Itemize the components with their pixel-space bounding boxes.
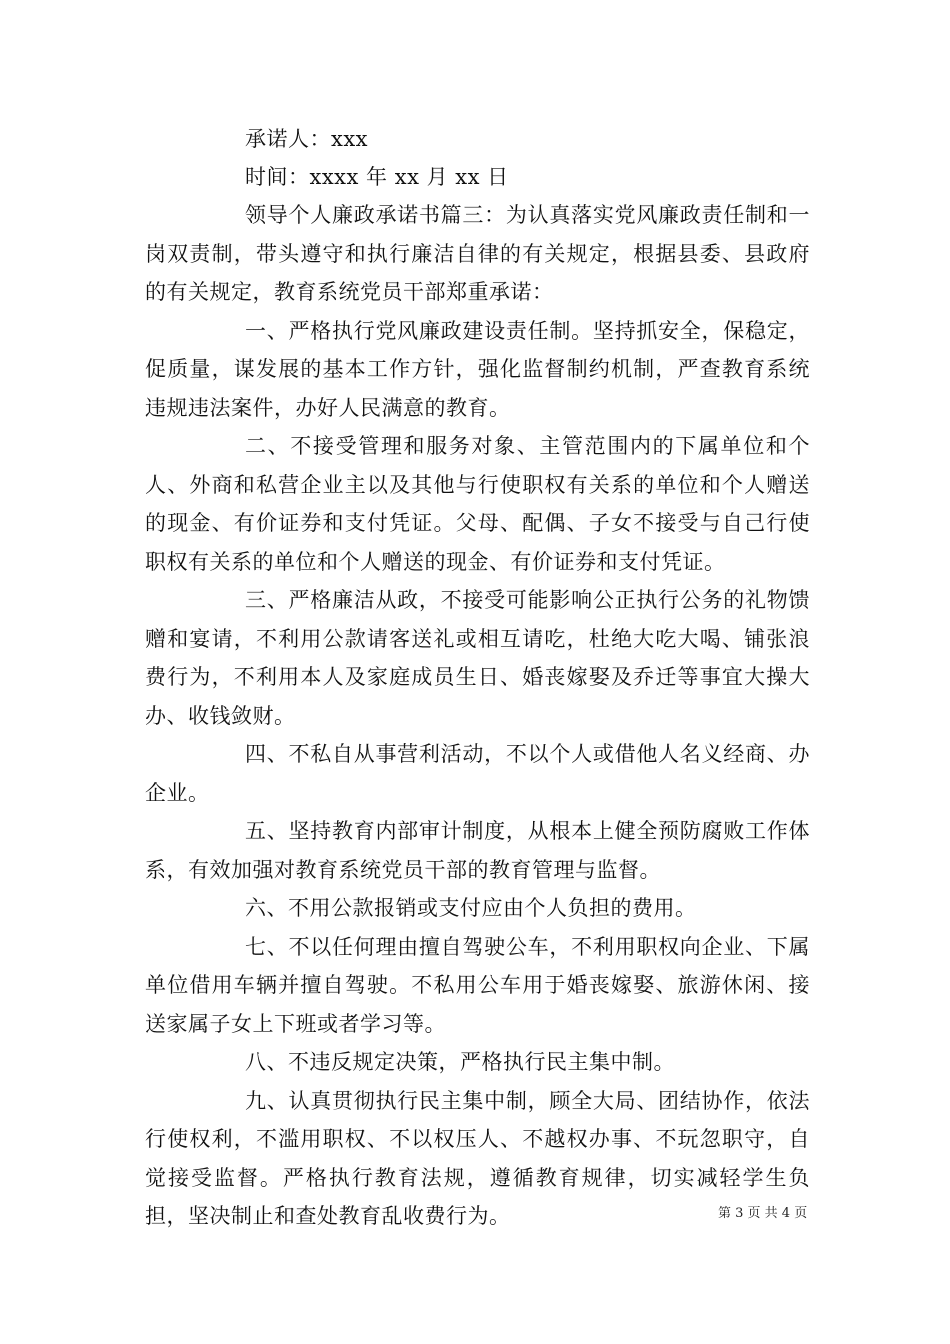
- commitment-5: 五、坚持教育内部审计制度，从根本上健全预防腐败工作体系，有效加强对教育系统党员干部的教育管理与监督。: [145, 819, 810, 882]
- commitment-2: 二、不接受管理和服务对象、主管范围内的下属单位和个人、外商和私营企业主以及其他与行使职权有关系的单位和个人赠送的现金、有价证券和支付凭证。父母、配偶、子女不接受与自己行使职权有关系的单位和个人赠送的现金、有价证券和支付凭证。: [145, 434, 810, 574]
- commitment-3: 三、严格廉洁从政，不接受可能影响公正执行公务的礼物馈赠和宴请，不利用公款请客送礼或相互请吃，杜绝大吃大喝、铺张浪费行为，不利用本人及家庭成员生日、婚丧嫁娶及乔迁等事宜大操大办、收钱敛财。: [145, 588, 810, 728]
- commitment-1: 一、严格执行党风廉政建设责任制。坚持抓安全，保稳定，促质量，谋发展的基本工作方针，强化监督制约机制，严查教育系统违规违法案件，办好人民满意的教育。: [145, 318, 810, 420]
- page-footer: 第 3 页 共 4 页: [718, 1206, 808, 1221]
- document-body: [145, 120, 810, 1236]
- promisor-line: 承诺人：xxx: [245, 127, 369, 151]
- intro-paragraph: 领导个人廉政承诺书篇三：为认真落实党风廉政责任制和一岗双责制，带头遵守和执行廉洁自律的有关规定，根据县委、县政府的有关规定，教育系统党员干部郑重承诺：: [145, 203, 810, 304]
- commitment-7: 七、不以任何理由擅自驾驶公车，不利用职权向企业、下属单位借用车辆并擅自驾驶。不私用公车用于婚丧嫁娶、旅游休闲、接送家属子女上下班或者学习等。: [145, 934, 810, 1036]
- commitment-6: 六、不用公款报销或支付应由个人负担的费用。: [245, 896, 697, 920]
- commitment-4: 四、不私自从事营利活动，不以个人或借他人名义经商、办企业。: [145, 742, 810, 805]
- commitment-9: 九、认真贯彻执行民主集中制，顾全大局、团结协作，依法行使权利，不滥用职权、不以权压人、不越权办事、不玩忽职守，自觉接受监督。严格执行教育法规，遵循教育规律，切实减轻学生负担，坚决制止和查处教育乱收费行为。: [145, 1088, 810, 1228]
- date-line: 时间：xxxx 年 xx 月 xx 日: [245, 165, 509, 189]
- commitment-8: 八、不违反规定决策，严格执行民主集中制。: [245, 1050, 675, 1074]
